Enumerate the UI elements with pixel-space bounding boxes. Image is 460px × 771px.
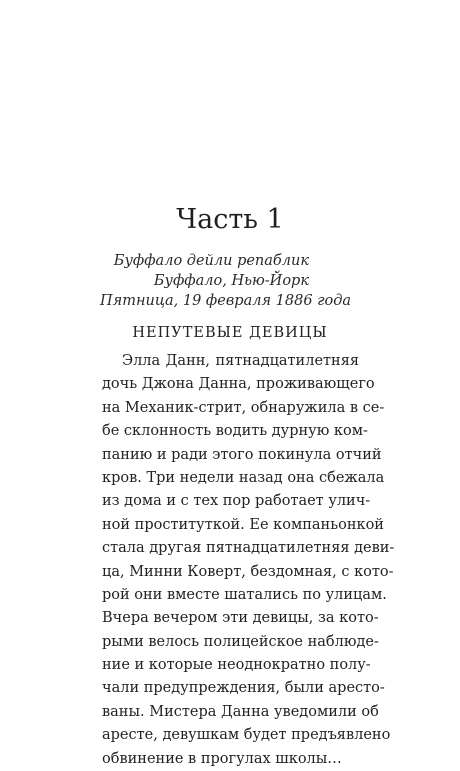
article-line: бе склонность водить дурную ком- [102,423,368,440]
epigraph-newspaper: Буффало дейли репаблик [113,253,309,269]
article-line: дочь Джона Данна, проживающего [102,376,375,393]
article-line: ваны. Мистера Данна уведомили об [102,703,379,720]
epigraph-date: Пятница, 19 февраля 1886 года [100,293,352,309]
part-title: Часть 1 [176,204,284,235]
article-body [102,350,395,771]
article-line: ной проституткой. Ее компаньонкой [102,516,384,533]
article-line: стала другая пятнадцатилетняя деви- [102,540,395,557]
article-heading: НЕПУТЕВЫЕ ДЕВИЦЫ [132,325,328,341]
article-line: Вчера вечером эти девицы, за кото- [102,610,379,627]
article-line: рыми велось полицейское наблюде- [102,633,379,650]
article-line: чали предупреждения, были аресто- [102,680,385,697]
epigraph [100,251,352,311]
article-line: на Механик-стрит, обнаружила в се- [102,399,385,416]
article-line: рой они вместе шатались по улицам. [102,586,387,603]
article-line: ца, Минни Коверт, бездомная, с кото- [102,563,394,580]
article-line: обвинение в прогулах школы… [102,750,342,767]
article-line: аресте, девушкам будет предъявлено [102,727,391,744]
epigraph-location: Буффало, Нью-Йорк [153,273,309,289]
article-line: Элла Данн, пятнадцатилетняя [122,353,359,369]
article-line: из дома и с тех пор работает улич- [102,493,371,510]
article-line: панию и ради этого покинула отчий [102,446,382,463]
article-line: ние и которые неоднократно полу- [102,657,371,674]
article-line: кров. Три недели назад она сбежала [102,469,385,486]
